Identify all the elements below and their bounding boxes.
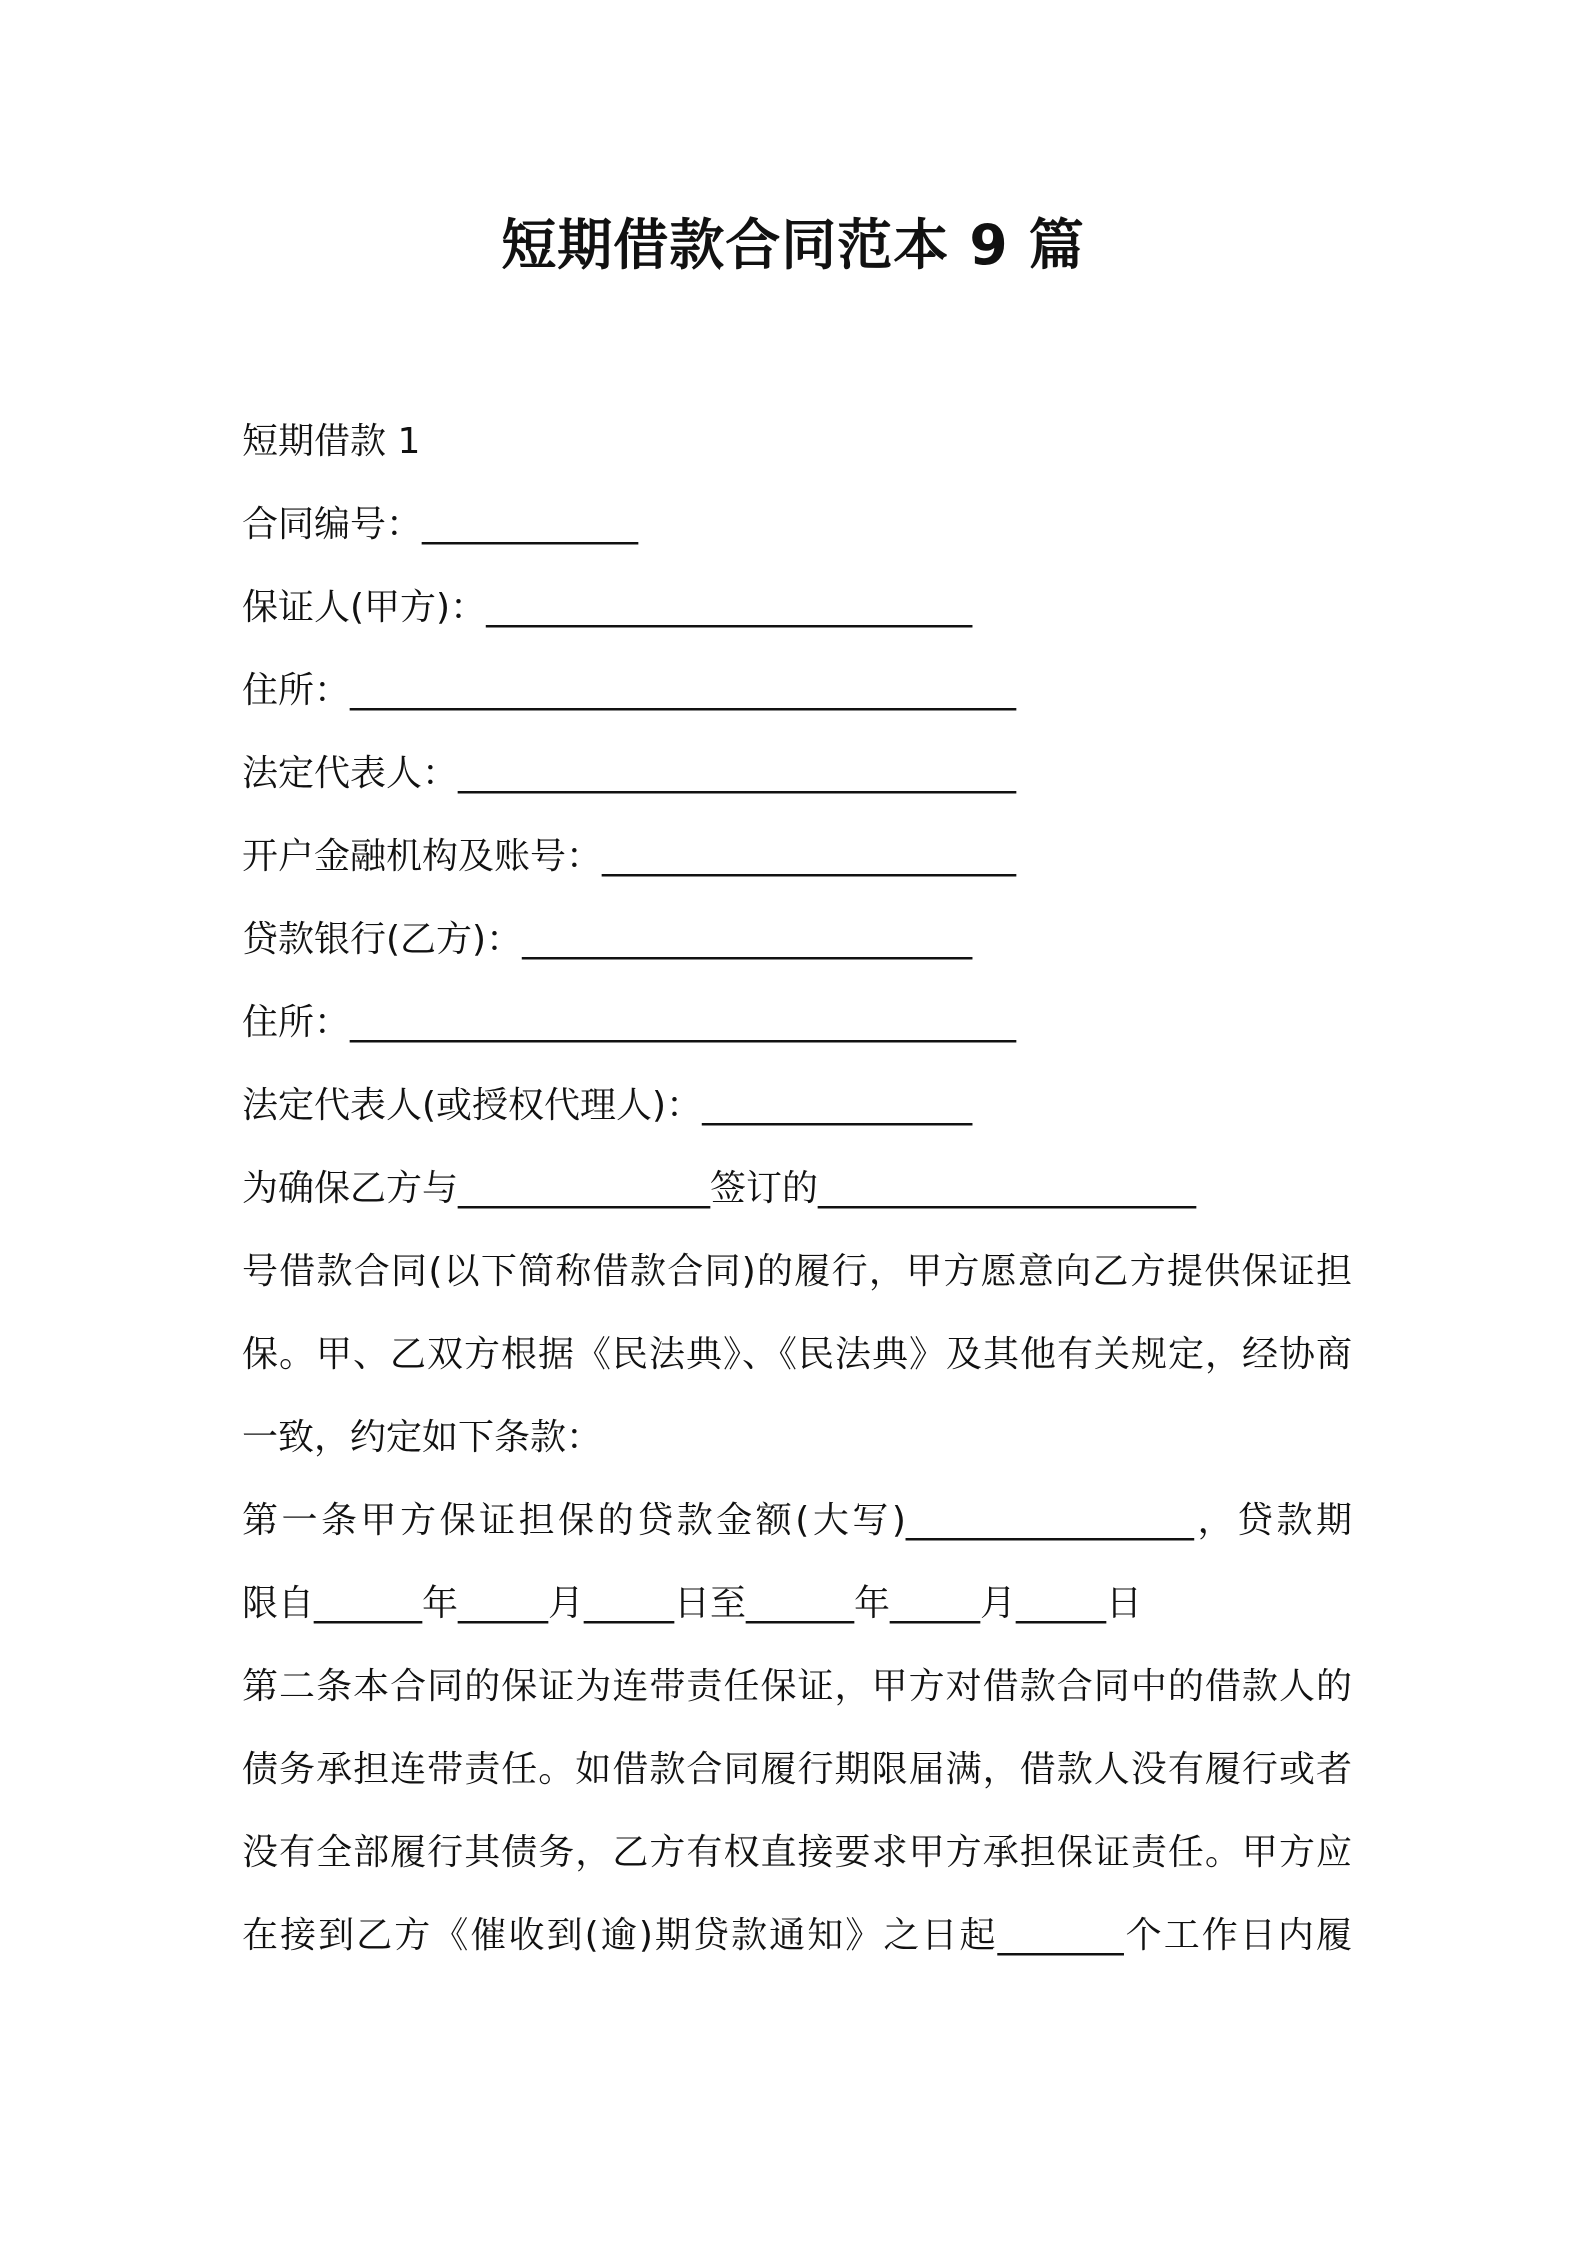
body-paragraph-line: 号借款合同(以下简称借款合同)的履行，甲方愿意向乙方提供保证担 <box>242 1251 1352 1292</box>
lender-address-line: 住所：_____________________________________ <box>242 1002 1017 1043</box>
article-one-line: 第一条甲方保证担保的贷款金额(大写)________________，贷款期 <box>242 1500 1352 1541</box>
guarantor-address-line: 住所：_____________________________________ <box>242 670 1017 711</box>
article-two-line: 第二条本合同的保证为连带责任保证，甲方对借款合同中的借款人的 <box>242 1666 1352 1707</box>
article-two-line: 没有全部履行其债务，乙方有权直接要求甲方承担保证责任。甲方应 <box>242 1832 1352 1873</box>
article-one-line: 限自______年_____月_____日至______年_____月_____日 <box>242 1583 1142 1624</box>
authorized-agent-line: 法定代表人(或授权代理人)：_______________ <box>242 1085 973 1126</box>
bank-account-line: 开户金融机构及账号：_______________________ <box>242 836 1017 877</box>
contract-number-line: 合同编号：____________ <box>242 504 639 545</box>
lender-bank-line: 贷款银行(乙方)：_________________________ <box>242 919 973 960</box>
document-body <box>242 400 1362 1977</box>
body-paragraph-line: 一致，约定如下条款： <box>242 1417 603 1458</box>
document-title: 短期借款合同范本 9 篇 <box>501 213 1085 277</box>
guarantor-line: 保证人(甲方)：___________________________ <box>242 587 973 628</box>
body-paragraph-line: 保。甲、乙双方根据《民法典》、《民法典》及其他有关规定，经协商 <box>242 1334 1352 1375</box>
article-two-line: 债务承担连带责任。如借款合同履行期限届满，借款人没有履行或者 <box>242 1749 1352 1790</box>
section-heading: 短期借款 1 <box>242 421 421 462</box>
article-two-line: 在接到乙方《催收到(逾)期贷款通知》之日起_______个工作日内履 <box>242 1915 1352 1956</box>
legal-representative-line: 法定代表人：_______________________________ <box>242 753 1017 794</box>
body-paragraph-line: 为确保乙方与______________签订的_____________________ <box>242 1168 1197 1209</box>
